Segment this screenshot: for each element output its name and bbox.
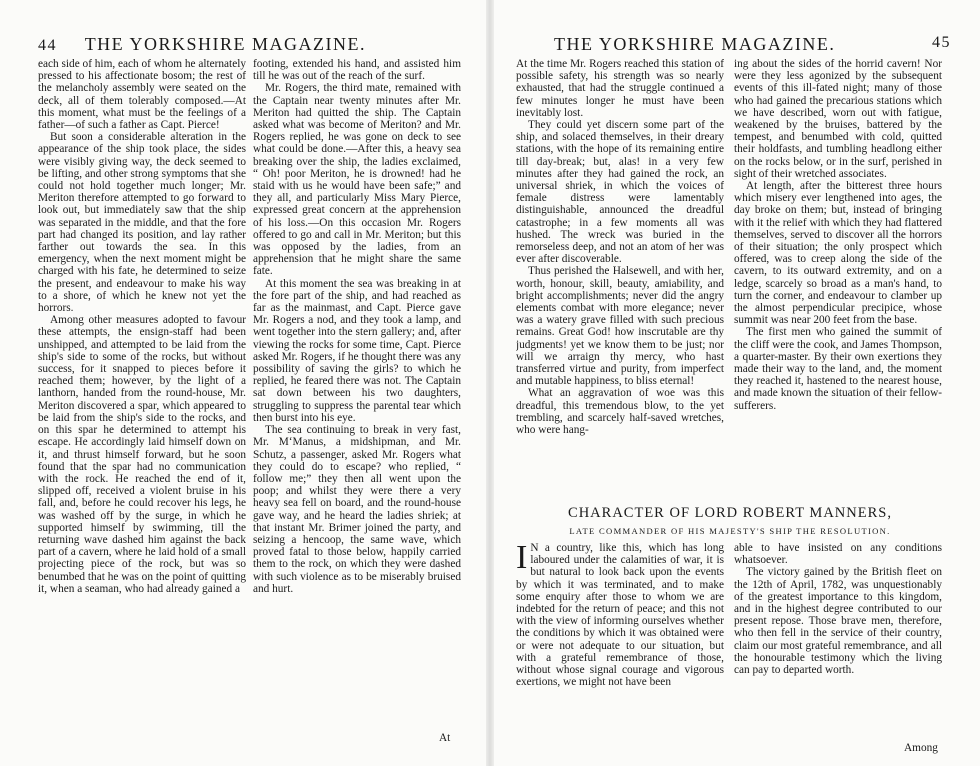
drop-cap: I: [516, 542, 528, 576]
paragraph-text: N a country, like this, which has long laboured under the calamities of war, it is but natural to look back upon the events by which it was terminated, and to make some enquiry after those to whom we are indebted for the return of peace; and this not with the view of informing ourselves whether the conditions by which it was obtained were or were not adequate to our situation, but with a grateful remembrance of those, without whose signal courage and vigorous exertions, we might not have been: [516, 542, 724, 689]
left-column-1: [38, 58, 246, 738]
right-page-number: 45: [932, 34, 951, 51]
section-subtitle: LATE COMMANDER OF HIS MAJESTY'S SHIP THE RESOLUTION.: [569, 526, 891, 536]
paragraph: At length, after the bitterest three hours which misery ever lengthened into ages, the day broke on them; but, instead of bringing with it the relief with which they had flattered themselves, served to discover all the horrors of their situation; the only prospect which offered, was to creep along the side of the cavern, to its outward extremity, and on a ledge, scarcely so broad as a man's hand, to turn the corner, and endeavour to clamber up the almost perpendicular precipice, whose summit was near 200 feet from the base.: [734, 180, 942, 327]
paragraph: ing about the sides of the horrid cavern! Nor were they less agonized by the subsequent events of this ill-fated night; many of those who had gained the precarious stations which we have described, worn out with fatigue, weakened by the bruises, battered by the tempest, and benumbed with cold, quitted their holdfasts, and tumbling headlong either on the rocks below, or in the surf, perished in sight of their wretched associates.: [734, 58, 942, 180]
paragraph: footing, extended his hand, and assisted him till he was out of the reach of the surf.: [253, 58, 461, 83]
right-column-1: [516, 58, 724, 490]
paragraph: Thus perished the Halsewell, and with her, worth, honour, skill, beauty, amiability, and bright accomplishments; never did the angry elements combat with more elegance; never was a watery grave filled with such precious remains. Great God! how inscrutable are thy judgments! yet we know them to be just; nor will we arraign thy mercy, who hast transferred virtue and purity, from imperfect and mutable happiness, to bliss eternal!: [516, 265, 724, 388]
left-catchword: At: [439, 732, 451, 744]
paragraph: The victory gained by the British fleet on the 12th of April, 1782, was unquestionably of the greatest importance to this kingdom, and in the highest degree contributed to our present repose. Those brave men, therefore, who then fell in the service of their country, claim our most grateful remembrance, and all the honourable testimony which the living can pay to departed worth.: [734, 566, 942, 677]
left-magazine-title: THE YORKSHIRE MAGAZINE.: [84, 34, 367, 54]
left-running-head: [38, 34, 366, 54]
paragraph: What an aggravation of woe was this dreadful, this tremendous blow, to the yet trembling, and scarcely half-saved wretches, who were hang-: [516, 387, 724, 437]
right-column-2: [734, 58, 942, 490]
left-page-number: 44: [38, 37, 57, 54]
paragraph: At the time Mr. Rogers reached this station of possible safety, his strength was so nearly exhausted, that had the struggle continued a few minutes longer he must have been inevitably lost.: [516, 58, 724, 119]
paragraph: They could yet discern some part of the ship, and solaced themselves, in their dreary stations, with the hope of its remaining entire till day-break; but, alas! in a very few minutes after they had gained the rock, an universal shriek, in which the voices of female distress were lamentably distinguishable, announced the dreadful catastrophe; in a few moments all was hushed. The wreck was buried in the remorseless deep, and not an atom of her was ever after discoverable.: [516, 119, 724, 266]
left-column-2: [253, 58, 461, 738]
paragraph: able to have insisted on any conditions whatsoever.: [734, 542, 942, 567]
paragraph: Mr. Rogers, the third mate, remained with the Captain near twenty minutes after Mr. Meriton had quitted the ship. The Captain asked what was become of Meriton? and Mr. Rogers replied, he was gone on deck to see what could be done.—After this, a heavy sea breaking over the ship, the ladies exclaimed, “ Oh! poor Meriton, he is drowned! had he staid with us he would have been safe;” and they all, and particularly Miss Mary Pierce, expressed great concern at the apprehension of his loss.—On this occasion Mr. Rogers offered to go and call in Mr. Meriton; but this was opposed by the ladies, from an apprehension that he might share the same fate.: [253, 82, 461, 278]
paragraph: The sea continuing to break in very fast, Mr. M‘Manus, a midshipman, and Mr. Schutz, a passenger, asked Mr. Rogers what they could do to escape? who replied, “ follow me;” they then all went upon the poop; and whilst they were there a very heavy sea fell on board, and the round-house gave way, and he heard the ladies shriek; at that instant Mr. Brimer joined the party, and seizing a hencoop, the same wave, which proved fatal to those below, happily carried them to the rock, on which they were dashed with such violence as to be miserably bruised and hurt.: [253, 424, 461, 595]
right-lower-column-1: [516, 542, 724, 730]
paragraph: The first men who gained the summit of the cliff were the cook, and James Thompson, a quarter-master. By their own exertions they made their way to the land, and, the moment they reached it, hastened to the nearest house, and made known the situation of their fellow-sufferers.: [734, 326, 942, 412]
paragraph: [516, 542, 724, 688]
right-page: [490, 0, 980, 766]
paragraph: each side of him, each of whom he alternately pressed to his affectionate bosom; the rest of the melancholy assembly were seated on the deck, all of them tolerably composed.—At this moment, what must be the feelings of a father—of such a father as Capt. Pierce!: [38, 58, 246, 132]
section-title: CHARACTER OF LORD ROBERT MANNERS,: [568, 505, 892, 521]
paragraph: At this moment the sea was breaking in at the fore part of the ship, and had reached as far as the mainmast, and Capt. Pierce gave Mr. Rogers a nod, and they took a lamp, and went together into the stern gallery; and, after viewing the rocks for some time, Capt. Pierce asked Mr. Rogers, if he thought there was any possibility of saving the girls? to which he replied, he feared there was not. The Captain sat down between his two daughters, struggling to suppress the parental tear which then burst into his eye.: [253, 277, 461, 424]
right-lower-column-2: [734, 542, 942, 730]
right-magazine-title: THE YORKSHIRE MAGAZINE.: [554, 34, 836, 54]
right-catchword: Among: [904, 742, 938, 754]
paragraph: Among other measures adopted to favour these attempts, the ensign-staff had been unshipped, and attempted to be laid from the ship's side to some of the rocks, but without success, for it snapped to pieces before it reached them; however, by the light of a lanthorn, handed from the round-house, Mr. Meriton discovered a spar, which appeared to be laid from the ship's side to the rocks, and on this spar he determined to attempt his escape. He accordingly laid himself down on it, and thrust himself forward, but he soon found that the spar had no communication with the rock. He reached the end of it, slipped off, received a violent bruise in his fall, and, before he could recover his legs, he was washed off by the surge, in which he supported himself by swimming, till the returning wave dashed him against the back part of a cavern, where he laid hold of a small projecting piece of the rock, but was so benumbed that he was on the point of quitting it, when a seaman, who had already gained a: [38, 314, 246, 595]
right-running-head: [554, 34, 951, 54]
paragraph: But soon a considerable alteration in the appearance of the ship took place, the sides were visibly giving way, the deck seemed to be lifting, and other strong symptoms that she could not hold together much longer; Mr. Meriton therefore attempted to go forward to look out, but immediately saw that the ship was separated in the middle, and that the fore part had changed its position, and lay rather farther out towards the sea. In this emergency, when the next moment might be charged with his fate, he determined to seize the present, and endeavour to make his way to a shore, of which he knew not yet the horrors.: [38, 131, 246, 315]
